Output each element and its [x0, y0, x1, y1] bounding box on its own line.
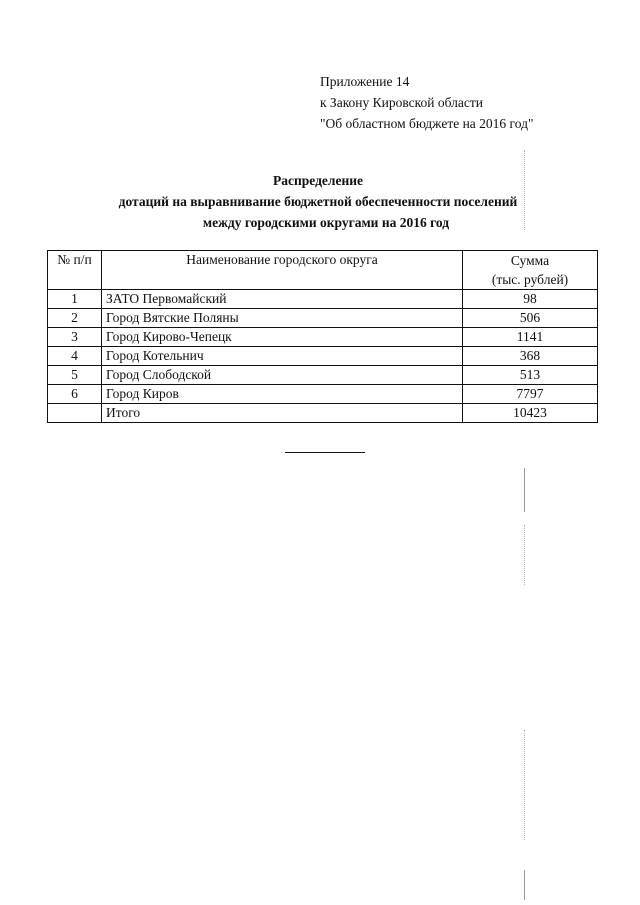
row-sum: 7797	[463, 385, 598, 404]
table-header-row	[48, 251, 598, 290]
title-line-3: между городскими округами на 2016 год	[202, 215, 450, 230]
end-rule	[285, 452, 365, 453]
table-row	[48, 385, 598, 404]
row-sum: 368	[463, 347, 598, 366]
table-row	[48, 366, 598, 385]
appendix-law-title: "Об областном бюджете на 2016 год"	[320, 116, 534, 131]
row-district-name: Город Слободской	[102, 366, 463, 385]
appendix-law: к Закону Кировской области	[320, 95, 484, 110]
scan-edge-mark	[524, 870, 525, 900]
row-sum: 98	[463, 290, 598, 309]
header-district-name: Наименование городского округа	[102, 251, 463, 290]
row-number	[48, 404, 102, 423]
table-row	[48, 328, 598, 347]
row-district-name: Город Вятские Поляны	[102, 309, 463, 328]
row-sum: 10423	[463, 404, 598, 423]
table-row	[48, 347, 598, 366]
table-row	[48, 290, 598, 309]
row-number: 6	[48, 385, 102, 404]
appendix-reference	[320, 71, 534, 134]
row-sum: 1141	[463, 328, 598, 347]
table-total-row	[48, 404, 598, 423]
row-district-name: Город Котельнич	[102, 347, 463, 366]
row-sum: 513	[463, 366, 598, 385]
row-district-name: ЗАТО Первомайский	[102, 290, 463, 309]
header-sum-unit: (тыс. рублей)	[491, 272, 569, 287]
row-number: 1	[48, 290, 102, 309]
document-title	[0, 170, 640, 233]
row-district-name: Итого	[102, 404, 463, 423]
appendix-number: Приложение 14	[320, 74, 410, 89]
row-number: 2	[48, 309, 102, 328]
row-district-name: Город Киров	[102, 385, 463, 404]
header-number: № п/п	[48, 251, 102, 290]
row-sum: 506	[463, 309, 598, 328]
scan-edge-mark	[524, 468, 525, 512]
header-sum	[463, 251, 598, 290]
row-number: 4	[48, 347, 102, 366]
header-sum-label: Сумма	[510, 253, 550, 268]
title-line-2: дотаций на выравнивание бюджетной обеспеченности поселений	[118, 194, 518, 209]
row-number: 3	[48, 328, 102, 347]
scan-edge-mark	[524, 150, 525, 230]
subsidy-table	[47, 250, 598, 423]
title-line-1: Распределение	[272, 173, 364, 188]
table-body	[48, 290, 598, 423]
row-number: 5	[48, 366, 102, 385]
scan-edge-mark	[524, 525, 525, 585]
table-row	[48, 309, 598, 328]
row-district-name: Город Кирово-Чепецк	[102, 328, 463, 347]
scan-edge-mark	[524, 730, 525, 840]
